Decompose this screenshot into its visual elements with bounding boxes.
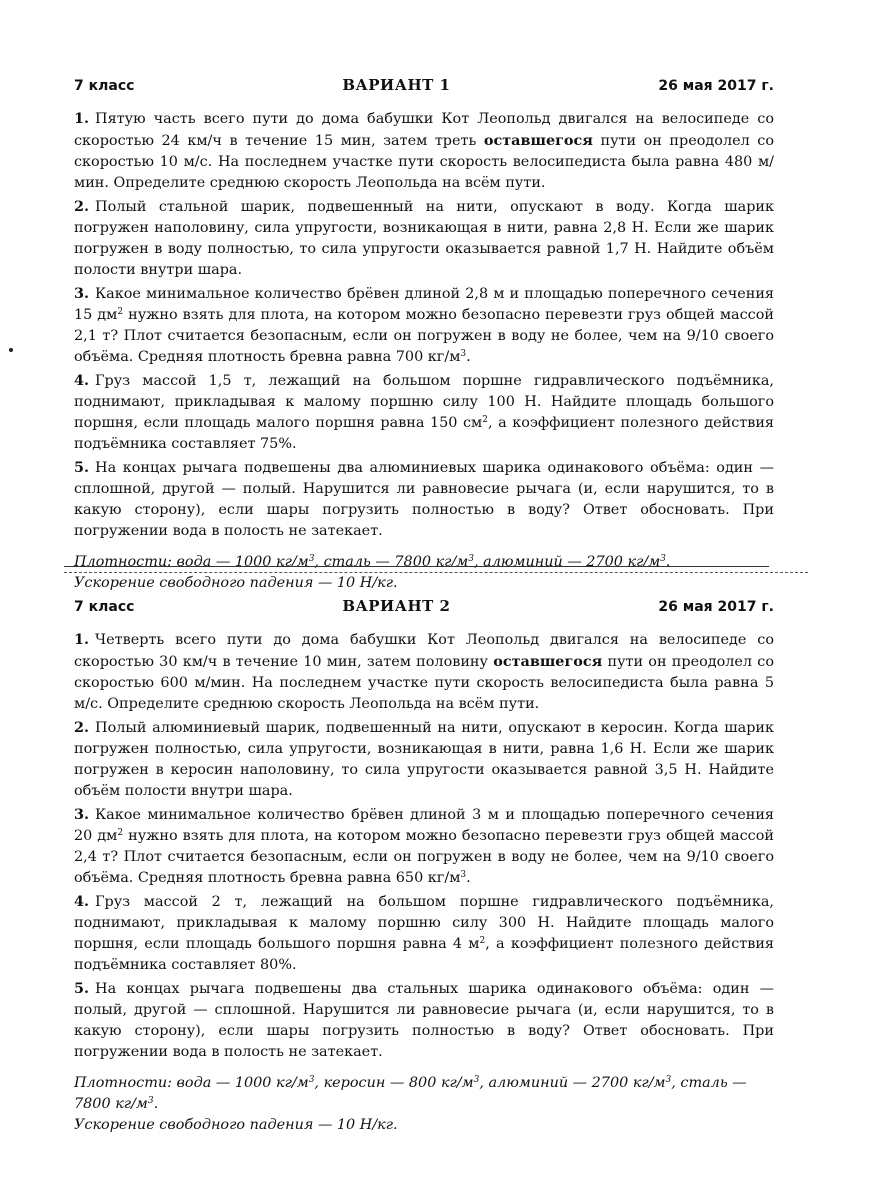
exponent: 3 <box>473 1075 480 1085</box>
problem-text: Груз массой 1,5 т, лежащий на большом поршне гидравлического подъёмника, поднимают, прикладывая к малому поршню силу 100 Н. Найдите площадь большого поршня, если площадь малого поршня равна 150 см <box>74 373 774 431</box>
variant-title: ВАРИАНТ 1 <box>342 76 451 94</box>
exponent: 3 <box>460 349 467 359</box>
problem-1 <box>74 108 774 194</box>
problem-number: 2. <box>74 198 90 215</box>
note-text: , алюминий — 2700 кг/м <box>473 554 661 570</box>
emphasis-text: оставшегося <box>493 653 603 670</box>
exponent: 3 <box>460 870 467 880</box>
problem-4 <box>74 370 774 455</box>
variant-1-header <box>74 76 774 94</box>
problem-text: На концах рычага подвешены два стальных шарика одинакового объёма: один — полый, другой — сплошной. Нарушится ли равновесие рычага (и, если нарушится, то в какую сторону), если шары погрузить полностью в воду? Ответ обосновать. При погружении вода в полость не затекает. <box>74 981 774 1060</box>
problem-2 <box>74 196 774 281</box>
note-text: Плотности: вода — 1000 кг/м <box>74 1075 309 1091</box>
exponent: 3 <box>308 554 315 564</box>
exponent: 3 <box>147 1096 154 1106</box>
problem-number: 2. <box>74 719 90 736</box>
acceleration-line: Ускорение свободного падения — 10 Н/кг. <box>74 575 398 591</box>
problem-5 <box>74 457 774 542</box>
problem-2 <box>74 717 774 802</box>
note-text: , алюминий — 2700 кг/м <box>479 1075 666 1091</box>
problem-text: , а коэффициент полезного действия подъёмника составляет 75%. <box>74 415 774 452</box>
divider-dashed-line <box>64 572 808 573</box>
exponent: 2 <box>117 828 124 838</box>
exponent: 2 <box>482 415 488 425</box>
problem-text: Какое минимальное количество брёвен длиной 2,8 м и площадью поперечного сечения 15 дм <box>74 286 774 323</box>
acceleration-line: Ускорение свободного падения — 10 Н/кг. <box>74 1117 398 1133</box>
exponent: 2 <box>479 936 486 946</box>
punctuation: . <box>466 349 471 365</box>
problem-text: Полый алюминиевый шарик, подвешенный на нити, опускают в керосин. Когда шарик погружен полностью, сила упругости, возникающая в нити, равна 1,6 Н. Если же шарик погружен в керосин наполовину, то сила упругости оказывается равной 3,5 Н. Найдите объём полости внутри шара. <box>74 720 774 799</box>
problem-text: пути он преодолел со скоростью 600 м/мин. На последнем участке пути скорость велосипедиста была равна 5 м/с. Определите среднюю скорость Леопольда на всём пути. <box>74 654 775 712</box>
problem-3 <box>74 283 774 368</box>
problem-text: Груз массой 2 т, лежащий на большом поршне гидравлического подъёмника, поднимают, прикладывая к малому поршню силу 300 Н. Найдите площадь малого поршня, если площадь большого поршня равна 4 м <box>74 894 774 952</box>
problem-number: 3. <box>74 806 90 823</box>
problem-number: 4. <box>74 893 90 910</box>
reference-data-note <box>74 1073 774 1136</box>
problem-text: Пятую часть всего пути до дома бабушки Кот Леопольд двигался на велосипеде со скоростью 24 км/ч в течение 15 мин, затем треть <box>74 111 774 149</box>
note-text: , сталь — 7800 кг/м <box>314 554 469 570</box>
problem-number: 1. <box>74 631 90 648</box>
punctuation: . <box>153 1096 159 1112</box>
problem-4 <box>74 891 774 976</box>
exam-date: 26 мая 2017 г. <box>658 599 774 615</box>
grade-label: 7 класс <box>74 78 135 94</box>
exam-date: 26 мая 2017 г. <box>658 78 774 94</box>
divider-line <box>64 566 769 567</box>
problem-text: пути он преодолел со скоростью 10 м/с. На последнем участке пути скорость велосипедиста была равна 480 м/мин. Определите среднюю скорость Леопольда на всём пути. <box>74 133 775 191</box>
problem-5 <box>74 978 774 1063</box>
exponent: 3 <box>308 1075 315 1085</box>
problem-3 <box>74 804 774 889</box>
problem-text: Какое минимальное количество брёвен длиной 3 м и площадью поперечного сечения 20 дм <box>74 807 774 844</box>
problem-text: Четверть всего пути до дома бабушки Кот Леопольд двигался на велосипеде со скоростью 30 км/ч в течение 10 мин, затем половину <box>74 632 774 670</box>
exponent: 2 <box>117 307 124 317</box>
problem-number: 4. <box>74 372 90 389</box>
problem-number: 5. <box>74 980 90 997</box>
problem-text: , а коэффициент полезного действия подъёмника составляет 80%. <box>74 936 775 973</box>
variant-2-section <box>74 597 774 1136</box>
note-text: , керосин — 800 кг/м <box>314 1075 474 1091</box>
grade-label: 7 класс <box>74 599 135 615</box>
problem-text: На концах рычага подвешены два алюминиевых шарика одинакового объёма: один — сплошной, другой — полый. Нарушится ли равновесие рычага (и, если нарушится, то в какую сторону), если шары погрузить полностью в воду? Ответ обосновать. При погружении вода в полость не затекает. <box>74 460 774 539</box>
exponent: 3 <box>660 554 666 564</box>
problem-number: 1. <box>74 110 90 127</box>
problem-text: нужно взять для плота, на котором можно безопасно перевезти груз общей массой 2,4 т? Плот считается безопасным, если он погружен в воду не более, чем на 9/10 своего объёма. Средняя плотность бревна равна 650 кг/м <box>74 828 774 886</box>
problem-number: 5. <box>74 459 90 476</box>
note-text: Плотности: вода — 1000 кг/м <box>74 554 309 570</box>
variant-1-section <box>74 76 774 594</box>
scan-dot-mark <box>9 348 13 352</box>
variant-2-header <box>74 597 774 615</box>
problem-text: нужно взять для плота, на котором можно безопасно перевезти груз общей массой 2,1 т? Плот считается безопасным, если он погружен в воду не более, чем на 9/10 своего объёма. Средняя плотность бревна равна 700 кг/м <box>74 307 774 365</box>
problem-text: Полый стальной шарик, подвешенный на нити, опускают в воду. Когда шарик погружен наполовину, сила упругости, возникающая в нити, равна 2,8 Н. Если же шарик погружен в воду полностью, то сила упругости оказывается равной 1,7 Н. Найдите объём полости внутри шара. <box>74 199 774 278</box>
exponent: 3 <box>468 554 474 564</box>
variant-title: ВАРИАНТ 2 <box>342 597 451 615</box>
punctuation: . <box>665 554 671 570</box>
emphasis-text: оставшегося <box>483 132 593 149</box>
problem-number: 3. <box>74 285 90 302</box>
note-text: , сталь — 7800 кг/м <box>74 1075 747 1112</box>
exponent: 3 <box>665 1075 672 1085</box>
cut-line-divider <box>64 566 808 578</box>
densities-line <box>74 1073 774 1115</box>
problem-1 <box>74 629 774 715</box>
punctuation: . <box>466 870 471 886</box>
